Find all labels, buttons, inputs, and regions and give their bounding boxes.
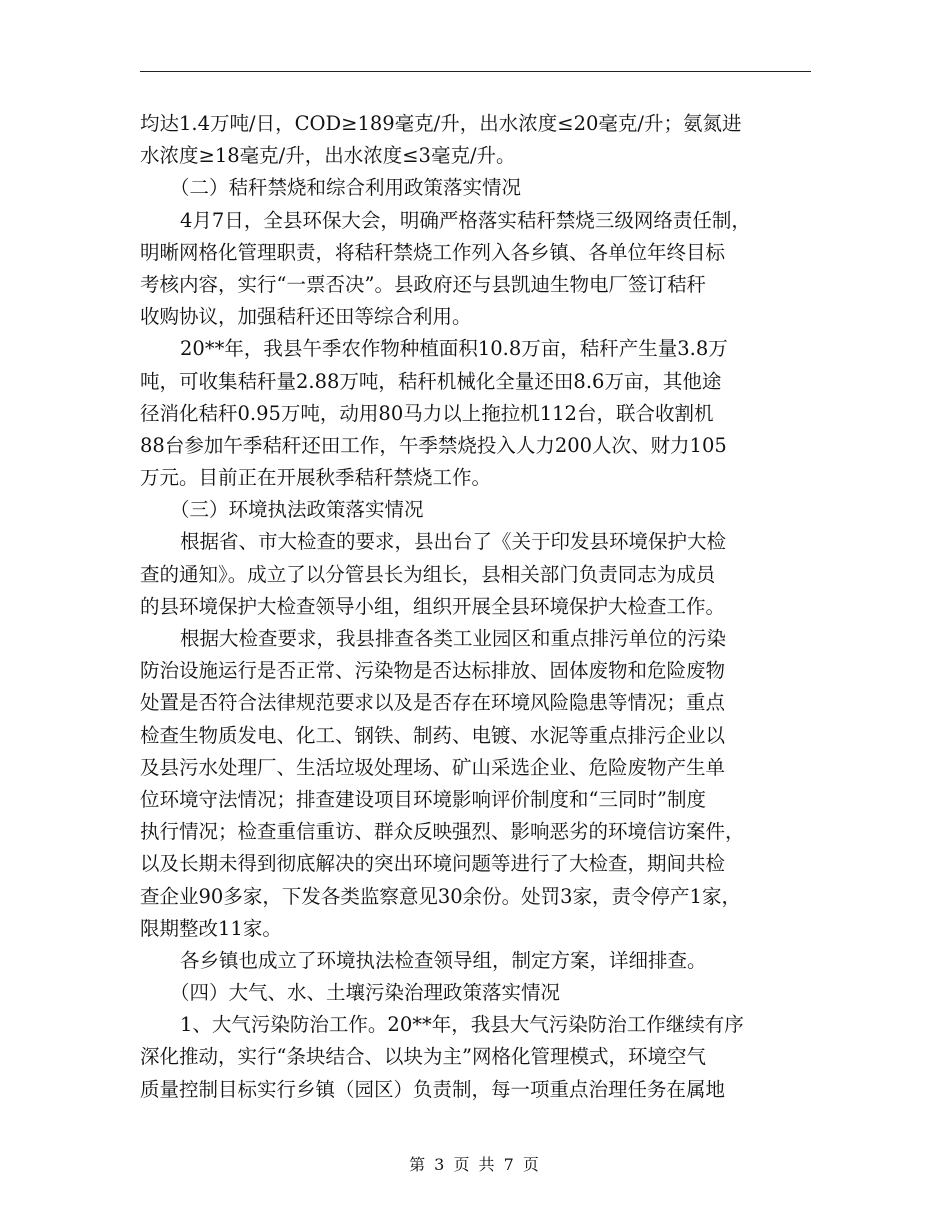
text-line: 查企业90多家，下发各类监察意见30余份。处罚3家，责令停产1家， — [140, 884, 741, 908]
text-line: 深化推动，实行“条块结合、以块为主”网格化管理模式，环境空气 — [140, 1045, 706, 1069]
text-line: 各乡镇也成立了环境执法检查领导组，制定方案，详细排查。 — [180, 948, 707, 972]
text-line: 检查生物质发电、化工、钢铁、制药、电镀、水泥等重点排污企业以 — [140, 723, 726, 747]
document-body — [140, 108, 820, 1106]
header-rule — [140, 71, 811, 72]
text-line: 吨，可收集秸秆量2.88万吨，秸秆机械化全量还田8.6万亩，其他途 — [140, 369, 722, 393]
text-line: 1、大气污染防治工作。20**年，我县大气污染防治工作继续有序 — [180, 1013, 744, 1037]
text-line: 查的通知》。成立了以分管县长为组长，县相关部门负责同志为成员 — [140, 562, 716, 586]
text-line: 20**年，我县午季农作物种植面积10.8万亩，秸秆产生量3.8万 — [180, 337, 728, 361]
text-line: 4月7日，全县环保大会，明确严格落实秸秆禁烧三级网络责任制， — [180, 208, 751, 232]
text-line: 径消化秸秆0.95万吨，动用80马力以上拖拉机112台，联合收割机 — [140, 401, 714, 425]
text-line: 位环境守法情况；排查建设项目环境影响评价制度和“三同时”制度 — [140, 787, 706, 811]
text-line: 以及长期未得到彻底解决的突出环境问题等进行了大检查，期间共检 — [140, 852, 726, 876]
section-heading: （三）环境执法政策落实情况 — [170, 498, 424, 522]
text-line: 根据省、市大检查的要求，县出台了《关于印发县环境保护大检 — [180, 530, 727, 554]
section-heading: （四）大气、水、土壤污染治理政策落实情况 — [170, 981, 561, 1005]
text-line: 防治设施运行是否正常、污染物是否达标排放、固体废物和危险废物 — [140, 659, 726, 683]
page-footer: 第 3 页 共 7 页 — [409, 1155, 541, 1174]
text-line: 根据大检查要求，我县排查各类工业园区和重点排污单位的污染 — [180, 627, 727, 650]
text-line: 明晰网格化管理职责，将秸秆禁烧工作列入各乡镇、各单位年终目标 — [140, 240, 726, 264]
text-line: 均达1.4万吨/日，COD≥189毫克/升，出水浓度≤20毫克/升；氨氮进 — [140, 112, 742, 135]
text-line: 收购协议，加强秸秆还田等综合利用。 — [140, 305, 472, 329]
text-line: 处置是否符合法律规范要求以及是否存在环境风险隐患等情况；重点 — [140, 691, 726, 715]
text-line: 执行情况；检查重信重访、群众反映强烈、影响恶劣的环境信访案件， — [140, 820, 745, 844]
text-line: 的县环境保护大检查领导小组，组织开展全县环境保护大检查工作。 — [140, 594, 726, 618]
text-line: 88台参加午季秸秆还田工作，午季禁烧投入人力200人次、财力105 — [140, 433, 727, 457]
text-line: 限期整改11家。 — [140, 916, 282, 940]
text-line: 考核内容，实行“一票否决”。县政府还与县凯迪生物电厂签订秸秆 — [140, 272, 706, 296]
text-line: 质量控制目标实行乡镇（园区）负责制，每一项重点治理任务在属地 — [140, 1077, 726, 1101]
section-heading: （二）秸秆禁烧和综合利用政策落实情况 — [170, 176, 522, 200]
text-line: 万元。目前正在开展秋季秸秆禁烧工作。 — [140, 466, 492, 490]
text-line: 及县污水处理厂、生活垃圾处理场、矿山采选企业、危险废物产生单 — [140, 755, 726, 779]
text-line: 水浓度≥18毫克/升，出水浓度≤3毫克/升。 — [140, 144, 516, 168]
